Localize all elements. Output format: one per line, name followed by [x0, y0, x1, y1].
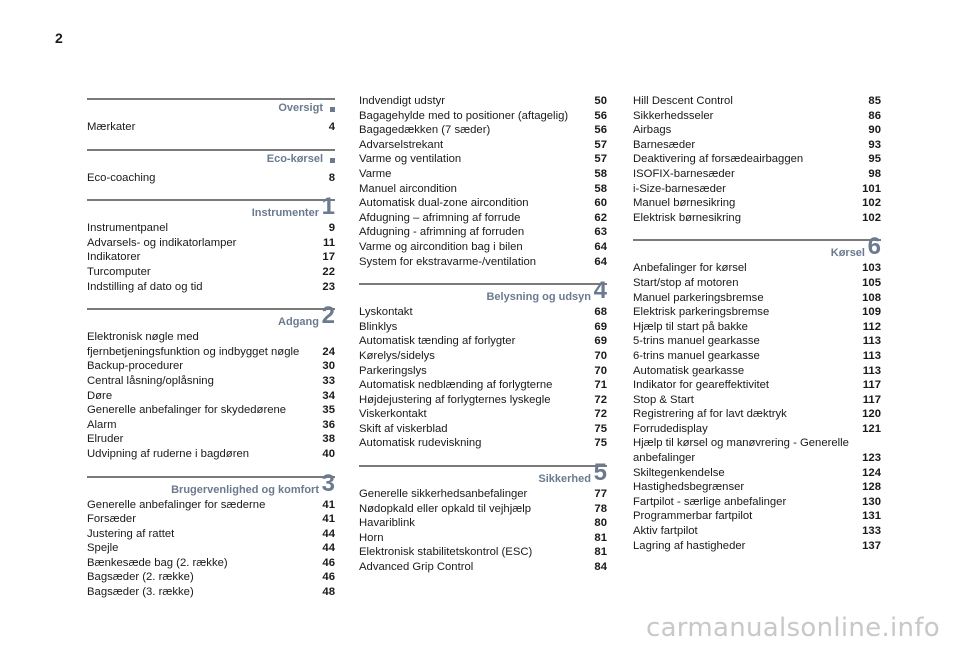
- entry-title: System for ekstravarme-/ventilation: [359, 255, 537, 268]
- toc-section: [87, 149, 335, 186]
- entry-title: Bagagehylde med to positioner (aftagelig): [359, 109, 569, 122]
- entry-page-number: 90: [868, 124, 881, 137]
- entry-page-number: 64: [594, 255, 607, 268]
- entry-title: Viskerkontakt: [359, 408, 427, 421]
- entry-page-number: 81: [594, 546, 607, 559]
- entry-title: Deaktivering af forsædeairbaggen: [633, 153, 804, 166]
- entry-title: Barnesæder: [633, 138, 696, 151]
- entry-page-number: 60: [594, 197, 607, 210]
- entry-title: Skiltegenkendelse: [633, 466, 725, 479]
- toc-entry[interactable]: [359, 364, 607, 379]
- entry-page-number: 57: [594, 153, 607, 166]
- toc-entry[interactable]: [359, 545, 607, 560]
- toc-entry[interactable]: [87, 171, 335, 186]
- toc-entry[interactable]: [359, 182, 607, 197]
- entry-page-number: 58: [594, 167, 607, 180]
- toc-entry[interactable]: [359, 436, 607, 451]
- entry-title: Alarm: [87, 418, 117, 431]
- entry-page-number: 78: [594, 502, 607, 515]
- entry-title: Forsæder: [87, 513, 136, 526]
- entry-page-number: 41: [322, 498, 335, 511]
- entry-page-number: 72: [594, 408, 607, 421]
- entry-title: 6-trins manuel gearkasse: [633, 349, 760, 362]
- toc-entry[interactable]: [359, 407, 607, 422]
- toc-entry[interactable]: [359, 502, 607, 517]
- section-number: 2: [321, 302, 335, 330]
- entry-title: Bagsæder (3. række): [87, 586, 194, 599]
- entry-title: Hjælp til start på bakke: [633, 320, 748, 333]
- toc-entry[interactable]: [633, 378, 881, 393]
- section-title: Oversigt: [278, 102, 323, 114]
- entry-page-number: 133: [862, 525, 881, 538]
- entry-page-number: 93: [868, 138, 881, 151]
- entry-title: Højdejustering af forlygternes lyskegle: [359, 393, 551, 406]
- entry-page-number: 68: [594, 306, 607, 319]
- toc-entry[interactable]: [87, 265, 335, 280]
- entry-title: Central låsning/oplåsning: [87, 374, 214, 387]
- entry-title: Spejle: [87, 542, 119, 555]
- toc-entry[interactable]: [633, 291, 881, 306]
- toc-entry[interactable]: [633, 349, 881, 364]
- section-number: 5: [593, 459, 607, 487]
- entry-title: Skift af viskerblad: [359, 422, 448, 435]
- entry-title: Elektrisk børnesikring: [633, 211, 741, 224]
- section-header: [87, 149, 335, 171]
- entry-page-number: 101: [862, 182, 881, 195]
- toc-entry[interactable]: [633, 211, 881, 226]
- toc-entry[interactable]: [87, 280, 335, 295]
- entry-title: Indikatorer: [87, 251, 141, 264]
- toc-section: [87, 98, 335, 135]
- entry-title: Backup-procedurer: [87, 360, 184, 373]
- entry-title: ISOFIX-barnesæder: [633, 167, 735, 180]
- entry-title: Start/stop af motoren: [633, 276, 739, 289]
- section-header: [359, 459, 607, 487]
- square-marker-icon: [330, 158, 335, 163]
- toc-entry[interactable]: [87, 570, 335, 585]
- entry-title: Turcomputer: [87, 265, 151, 278]
- entry-title: Indikator for geareffektivitet: [633, 379, 770, 392]
- entry-title: Elektrisk parkeringsbremse: [633, 306, 770, 319]
- entry-page-number: 113: [862, 364, 881, 377]
- toc-entry[interactable]: [87, 585, 335, 600]
- entry-page-number: 24: [322, 345, 335, 358]
- watermark: carmanualsonline.info: [645, 613, 940, 643]
- entry-title: Aktiv fartpilot: [633, 525, 698, 538]
- entry-page-number: 112: [862, 320, 881, 333]
- entry-title: Registrering af for lavt dæktryk: [633, 408, 787, 421]
- toc-entry[interactable]: [87, 556, 335, 571]
- toc-entry[interactable]: [633, 109, 881, 124]
- toc-entry[interactable]: [87, 389, 335, 404]
- entry-page-number: 34: [322, 389, 335, 402]
- entry-page-number: 102: [862, 211, 881, 224]
- toc-section: [87, 302, 335, 461]
- toc-section: [87, 193, 335, 294]
- toc-section: [359, 94, 607, 269]
- entry-title: Hjælp til kørsel og manøvrering - Generelle anbefalinger: [633, 437, 849, 465]
- toc-entry[interactable]: [359, 349, 607, 364]
- entry-page-number: 64: [594, 240, 607, 253]
- toc-entry[interactable]: [633, 422, 881, 437]
- entry-page-number: 22: [322, 265, 335, 278]
- entry-page-number: 123: [862, 452, 881, 465]
- entry-page-number: 109: [862, 306, 881, 319]
- toc-entry[interactable]: [359, 422, 607, 437]
- toc-entry[interactable]: [633, 138, 881, 153]
- section-header: [87, 98, 335, 120]
- entry-page-number: 11: [323, 236, 335, 249]
- entry-page-number: 75: [594, 422, 607, 435]
- toc-entry[interactable]: [633, 334, 881, 349]
- toc-entry[interactable]: [359, 255, 607, 270]
- entry-page-number: 71: [594, 379, 607, 392]
- entry-page-number: 70: [594, 364, 607, 377]
- section-title: Sikkerhed: [538, 473, 591, 486]
- entry-page-number: 117: [862, 393, 881, 406]
- entry-title: Blinklys: [359, 320, 398, 333]
- entry-title: Hill Descent Control: [633, 95, 733, 107]
- entry-page-number: 50: [594, 95, 607, 107]
- entry-page-number: 124: [862, 466, 881, 479]
- toc-section: [359, 459, 607, 575]
- entry-page-number: 70: [594, 349, 607, 362]
- entry-title: Advarselstrekant: [359, 138, 444, 151]
- entry-page-number: 102: [862, 197, 881, 210]
- entry-page-number: 40: [322, 447, 335, 460]
- toc-entry[interactable]: [633, 305, 881, 320]
- toc-entry[interactable]: [633, 436, 881, 465]
- section-number: 3: [321, 469, 335, 497]
- entry-page-number: 44: [322, 542, 335, 555]
- section-number: 4: [593, 277, 607, 305]
- section-header: [359, 277, 607, 305]
- entry-page-number: 48: [322, 586, 335, 599]
- entry-title: Manuel børnesikring: [633, 197, 736, 210]
- section-title: Kørsel: [830, 247, 865, 260]
- entry-page-number: 41: [322, 513, 335, 526]
- entry-page-number: 113: [862, 349, 881, 362]
- toc-entry[interactable]: [633, 480, 881, 495]
- entry-title: Manuel aircondition: [359, 182, 457, 195]
- toc-entry[interactable]: [87, 447, 335, 462]
- entry-title: i-Size-barnesæder: [633, 182, 726, 195]
- entry-page-number: 137: [862, 539, 881, 552]
- toc-entry[interactable]: [633, 364, 881, 379]
- entry-title: Generelle anbefalinger for skydedørene: [87, 404, 287, 417]
- toc-entry[interactable]: [87, 418, 335, 433]
- entry-page-number: 69: [594, 320, 607, 333]
- entry-title: Indvendigt udstyr: [359, 95, 446, 107]
- entry-title: Fartpilot - særlige anbefalinger: [633, 495, 787, 508]
- entry-title: Horn: [359, 531, 384, 544]
- page-number: 2: [55, 30, 63, 46]
- entry-page-number: 121: [862, 422, 881, 435]
- entry-title: Lyskontakt: [359, 306, 413, 319]
- entry-page-number: 30: [322, 360, 335, 373]
- toc-entry[interactable]: [633, 152, 881, 167]
- section-header: [87, 302, 335, 330]
- section-title: Eco-kørsel: [266, 152, 323, 165]
- toc-entry[interactable]: [87, 432, 335, 447]
- entry-title: Instrumentpanel: [87, 222, 169, 235]
- entry-title: Bagagedækken (7 sæder): [359, 124, 491, 137]
- entry-page-number: 85: [868, 95, 881, 107]
- toc-entry[interactable]: [87, 541, 335, 556]
- entry-title: Varme og aircondition bag i bilen: [359, 240, 523, 253]
- entry-page-number: 95: [868, 153, 881, 166]
- toc-entry[interactable]: [633, 94, 881, 109]
- entry-title: Generelle anbefalinger for sæderne: [87, 498, 266, 511]
- toc-entry[interactable]: [359, 378, 607, 393]
- entry-title: Afdugning - afrimning af forruden: [359, 226, 525, 239]
- toc-entry[interactable]: [87, 527, 335, 542]
- entry-page-number: 117: [862, 379, 881, 392]
- entry-page-number: 120: [862, 408, 881, 421]
- toc-entry[interactable]: [87, 403, 335, 418]
- entry-page-number: 38: [322, 433, 335, 446]
- toc-entry[interactable]: [633, 320, 881, 335]
- entry-page-number: 35: [322, 404, 335, 417]
- entry-title: Døre: [87, 389, 113, 402]
- entry-title: Anbefalinger for kørsel: [633, 262, 747, 275]
- toc-entry[interactable]: [87, 512, 335, 527]
- toc-entry[interactable]: [359, 320, 607, 335]
- entry-title: Airbags: [633, 124, 672, 137]
- toc-entry[interactable]: [359, 225, 607, 240]
- entry-title: Varme og ventilation: [359, 153, 462, 166]
- entry-page-number: 69: [594, 335, 607, 348]
- entry-title: Elruder: [87, 433, 124, 446]
- toc-entry[interactable]: [633, 495, 881, 510]
- toc-entry[interactable]: [359, 211, 607, 226]
- toc-entry[interactable]: [633, 167, 881, 182]
- entry-title: Automatisk gearkasse: [633, 364, 745, 377]
- entry-page-number: 46: [322, 556, 335, 569]
- toc-entry[interactable]: [633, 466, 881, 481]
- toc-entry[interactable]: [633, 123, 881, 138]
- entry-page-number: 105: [862, 276, 881, 289]
- entry-page-number: 108: [862, 291, 881, 304]
- entry-page-number: 80: [594, 517, 607, 530]
- toc-entry[interactable]: [359, 305, 607, 320]
- entry-page-number: 62: [594, 211, 607, 224]
- toc-entry[interactable]: [633, 539, 881, 554]
- entry-title: Mærkater: [87, 121, 136, 133]
- section-header: [87, 469, 335, 498]
- entry-page-number: 57: [594, 138, 607, 151]
- entry-page-number: 56: [594, 109, 607, 122]
- toc-entry[interactable]: [359, 516, 607, 531]
- entry-title: Forrudedisplay: [633, 422, 708, 435]
- toc-entry[interactable]: [359, 240, 607, 255]
- entry-title: Lagring af hastigheder: [633, 539, 746, 552]
- entry-page-number: 8: [328, 171, 335, 184]
- entry-page-number: 113: [862, 335, 881, 348]
- square-marker-icon: [330, 107, 335, 112]
- toc-entry[interactable]: [633, 276, 881, 291]
- entry-title: Havariblink: [359, 517, 415, 530]
- toc-entry[interactable]: [87, 374, 335, 389]
- entry-page-number: 130: [862, 495, 881, 508]
- entry-title: Hastighedsbegrænser: [633, 481, 745, 494]
- toc-section: [633, 94, 881, 225]
- entry-title: Bagsæder (2. række): [87, 571, 194, 584]
- toc-entry[interactable]: [359, 531, 607, 546]
- entry-page-number: 103: [862, 262, 881, 275]
- toc-entry[interactable]: [633, 524, 881, 539]
- toc-entry[interactable]: [633, 407, 881, 422]
- toc-entry[interactable]: [359, 560, 607, 575]
- entry-title: Afdugning – afrimning af forrude: [359, 211, 521, 224]
- entry-title: Automatisk dual-zone aircondition: [359, 197, 529, 210]
- toc-entry[interactable]: [87, 250, 335, 265]
- entry-page-number: 46: [322, 571, 335, 584]
- toc-entry[interactable]: [359, 196, 607, 211]
- section-title: Belysning og udsyn: [486, 291, 591, 304]
- entry-page-number: 75: [594, 437, 607, 450]
- toc-entry[interactable]: [87, 498, 335, 513]
- toc-entry[interactable]: [359, 167, 607, 182]
- toc-entry[interactable]: [359, 152, 607, 167]
- entry-title: Kørelys/sidelys: [359, 349, 435, 362]
- entry-page-number: 9: [328, 222, 335, 235]
- entry-page-number: 84: [594, 561, 607, 574]
- entry-title: Automatisk nedblænding af forlygterne: [359, 379, 553, 392]
- entry-page-number: 44: [322, 527, 335, 540]
- toc-entry[interactable]: [633, 261, 881, 276]
- toc-section: [633, 233, 881, 553]
- toc-entry[interactable]: [359, 334, 607, 349]
- entry-title: Parkeringslys: [359, 364, 427, 377]
- toc-column-1: [87, 94, 335, 614]
- toc-entry[interactable]: [359, 138, 607, 153]
- entry-title: Nødopkald eller opkald til vejhjælp: [359, 502, 532, 515]
- entry-title: Generelle sikkerhedsanbefalinger: [359, 488, 528, 501]
- toc-entry[interactable]: [87, 359, 335, 374]
- entry-title: Eco-coaching: [87, 171, 156, 184]
- toc-column-2: [359, 94, 607, 589]
- entry-page-number: 56: [594, 124, 607, 137]
- toc-entry[interactable]: [87, 330, 335, 359]
- entry-page-number: 23: [322, 280, 335, 293]
- entry-title: Programmerbar fartpilot: [633, 510, 753, 523]
- toc-entry[interactable]: [359, 94, 607, 109]
- entry-title: Automatisk tænding af forlygter: [359, 335, 516, 348]
- toc-entry[interactable]: [359, 487, 607, 502]
- entry-title: Udvipning af ruderne i bagdøren: [87, 447, 250, 460]
- toc-entry[interactable]: [633, 509, 881, 524]
- entry-title: Varme: [359, 167, 392, 180]
- section-title: Brugervenlighed og komfort: [171, 483, 319, 496]
- entry-title: 5-trins manuel gearkasse: [633, 335, 760, 348]
- entry-page-number: 4: [328, 121, 335, 133]
- entry-title: Stop & Start: [633, 393, 694, 406]
- entry-page-number: 98: [868, 167, 881, 180]
- entry-page-number: 36: [322, 418, 335, 431]
- entry-title: Automatisk rudeviskning: [359, 437, 482, 450]
- entry-title: Indstilling af dato og tid: [87, 280, 203, 293]
- entry-page-number: 86: [868, 109, 881, 122]
- section-title: Adgang: [278, 316, 319, 329]
- toc-entry[interactable]: [87, 221, 335, 236]
- entry-page-number: 77: [594, 488, 607, 501]
- entry-title: Advarsels- og indikatorlamper: [87, 236, 237, 249]
- entry-page-number: 58: [594, 182, 607, 195]
- section-number: 6: [867, 233, 881, 261]
- toc-entry[interactable]: [359, 109, 607, 124]
- entry-title: Elektronisk nøgle med fjernbetjeningsfunktion og indbygget nøgle: [87, 331, 300, 358]
- toc-entry[interactable]: [633, 393, 881, 408]
- toc-entry[interactable]: [87, 120, 335, 135]
- section-header: [87, 193, 335, 221]
- entry-title: Bænkesæde bag (2. række): [87, 556, 228, 569]
- toc-section: [87, 469, 335, 600]
- toc-column-3: [633, 94, 881, 567]
- toc-entry[interactable]: [633, 196, 881, 211]
- entry-title: Sikkerhedsseler: [633, 109, 714, 122]
- entry-title: Elektronisk stabilitetskontrol (ESC): [359, 546, 533, 559]
- entry-title: Manuel parkeringsbremse: [633, 291, 764, 304]
- toc-entry[interactable]: [359, 123, 607, 138]
- entry-title: Advanced Grip Control: [359, 561, 474, 574]
- entry-page-number: 72: [594, 393, 607, 406]
- entry-title: Justering af rattet: [87, 527, 175, 540]
- entry-page-number: 81: [594, 531, 607, 544]
- entry-page-number: 17: [322, 251, 335, 264]
- toc-entry[interactable]: [633, 182, 881, 197]
- entry-page-number: 33: [322, 374, 335, 387]
- section-title: Instrumenter: [251, 207, 319, 220]
- entry-page-number: 128: [862, 481, 881, 494]
- section-header: [633, 233, 881, 261]
- section-number: 1: [321, 193, 335, 221]
- entry-page-number: 63: [594, 226, 607, 239]
- toc-entry[interactable]: [87, 236, 335, 251]
- toc-entry[interactable]: [359, 393, 607, 408]
- entry-page-number: 131: [862, 510, 881, 523]
- toc-section: [359, 277, 607, 451]
